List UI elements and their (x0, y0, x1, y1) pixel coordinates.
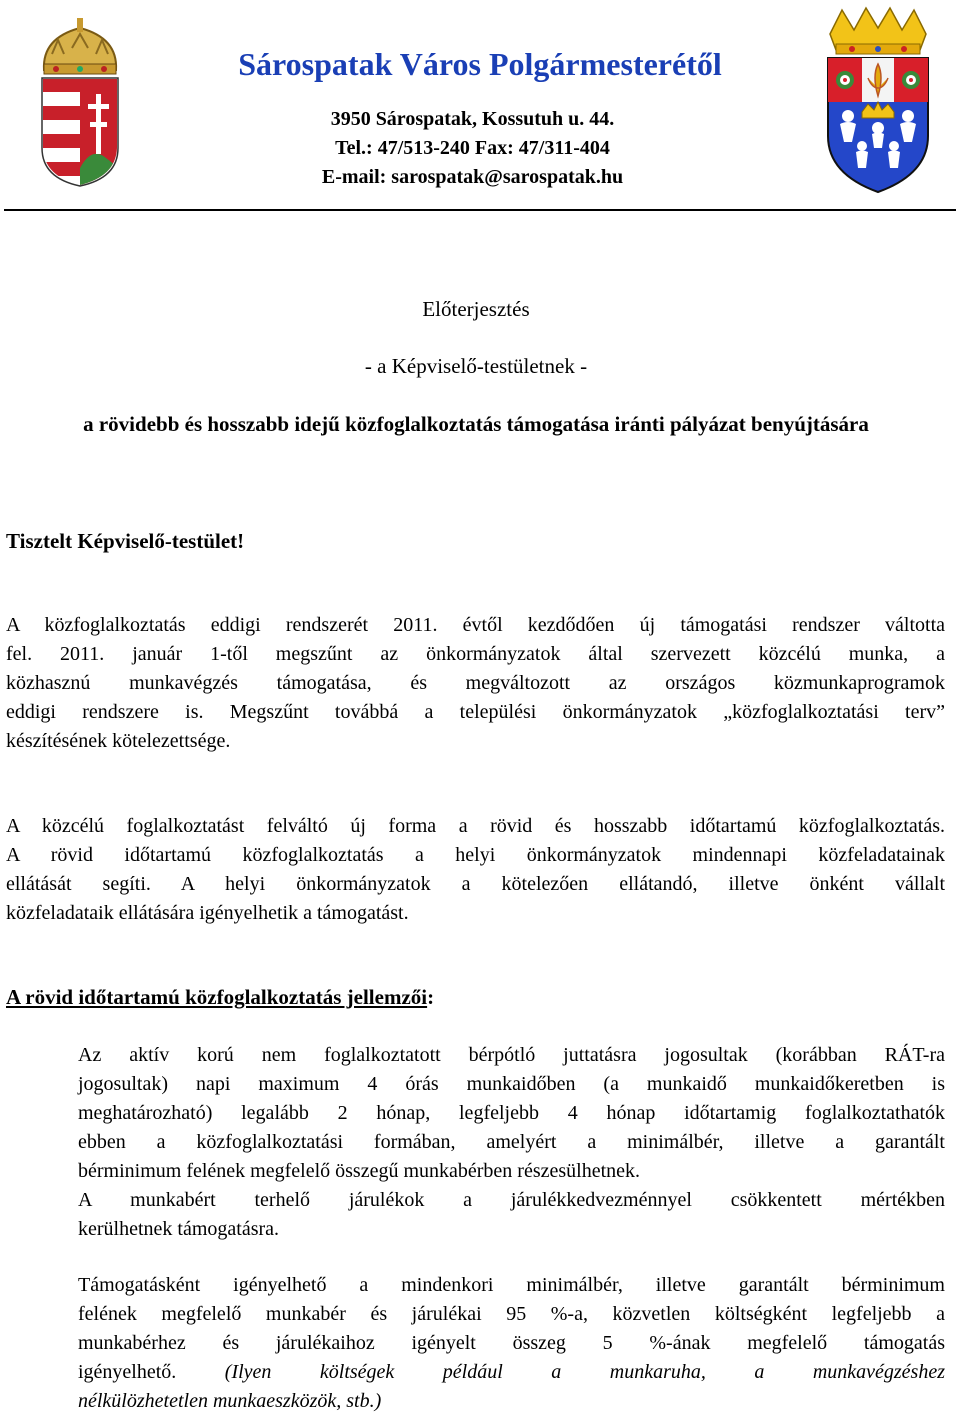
addressee-line: - a Képviselő-testületnek - (364, 354, 588, 378)
text-line: A közfoglalkoztatás eddigi rendszerét 2011. évtől kezdődően új támogatási rendszer váltotta (6, 614, 945, 636)
text-line: meghatározható) legalább 2 hónap, legfeljebb 4 hónap időtartamig foglalkoztathatók (78, 1102, 945, 1124)
subject-line: a rövidebb és hosszabb idejű közfoglalkoztatás támogatása iránti pályázat benyújtására (83, 412, 869, 436)
office-title: Sárospatak Város Polgármesterétől (238, 46, 722, 82)
italic-segment: nélkülözhetetlen munkaeszközök, stb.) (78, 1390, 382, 1412)
text-line: munkabérhez és járulékaihoz igényelt összeg 5 %-ának megfelelő támogatás (78, 1332, 945, 1354)
address-line: 3950 Sárospatak, Kossutuh u. 44. (330, 108, 615, 130)
text-line: A közcélú foglalkoztatást felváltó új forma a rövid és hosszabb időtartamú közfoglalkoztatás. (6, 815, 945, 837)
text-line: fel. 2011. január 1-től megszűnt az önkormányzatok által szervezett közcélú munka, a (6, 643, 945, 665)
text-line: készítésének kötelezettsége. (6, 730, 231, 752)
section-heading (6, 985, 434, 1010)
text-line: ellátását segíti. A helyi önkormányzatok a kötelezően ellátandó, illetve önként vállalt (6, 873, 945, 895)
text-line (78, 1387, 945, 1416)
sarospatak-coat-of-arms-icon (822, 6, 934, 196)
text-line: felének megfelelő munkabér és járulékai 95 %-a, közvetlen költségként legfeljebb a (78, 1303, 945, 1325)
text-line: eddigi rendszere is. Megszűnt továbbá a települési önkormányzatok „közfoglalkoztatási terv” (6, 701, 945, 723)
phone-fax-line: Tel.: 47/513-240 Fax: 47/311-404 (335, 137, 610, 159)
paragraph-5 (78, 1271, 945, 1416)
header-divider (4, 209, 956, 211)
text-line: jogosultak) napi maximum 4 órás munkaidőben (a munkaidő munkaidőkeretben is (78, 1073, 945, 1095)
paragraph-2 (6, 812, 945, 928)
text-line: ebben a közfoglalkoztatási formában, amelyért a minimálbér, illetve a garantált (78, 1131, 945, 1153)
text-line: Az aktív korú nem foglalkoztatott bérpótló juttatásra jogosultak (korábban RÁT-ra (78, 1044, 945, 1066)
text-segment: igényelhető. (78, 1361, 177, 1383)
text-line: bérminimum felének megfelelő összegű munkabérben részesülhetnek. (78, 1160, 641, 1182)
text-line: A rövid időtartamú közfoglalkoztatás a helyi önkormányzatok mindennapi közfeladatainak (6, 844, 945, 866)
italic-segment: (Ilyen költségek például a munkaruha, a munkavégzéshez (224, 1361, 945, 1383)
salutation: Tisztelt Képviselő-testület! (6, 529, 245, 553)
text-line: közfeladataik ellátására igényelhetik a támogatást. (6, 902, 409, 924)
paragraph-3 (78, 1041, 945, 1244)
text-line: kerülhetnek támogatásra. (78, 1218, 280, 1240)
text-line: Támogatásként igényelhető a mindenkori minimálbér, illetve garantált bérminimum (78, 1274, 945, 1296)
paragraph-1 (6, 611, 945, 756)
document-type-heading: Előterjesztés (422, 297, 530, 321)
email-line: E-mail: sarospatak@sarospatak.hu (321, 166, 624, 188)
text-line: A munkabért terhelő járulékok a járulékkedvezménnyel csökkentett mértékben (78, 1189, 945, 1211)
section-heading-colon: : (427, 985, 435, 1009)
letterhead (0, 0, 960, 212)
section-heading-text: A rövid időtartamú közfoglalkoztatás jellemzői (6, 985, 428, 1009)
text-line-mixed (78, 1358, 945, 1387)
text-line: közhasznú munkavégzés támogatása, és megváltozott az országos közmunkaprogramok (6, 672, 945, 694)
